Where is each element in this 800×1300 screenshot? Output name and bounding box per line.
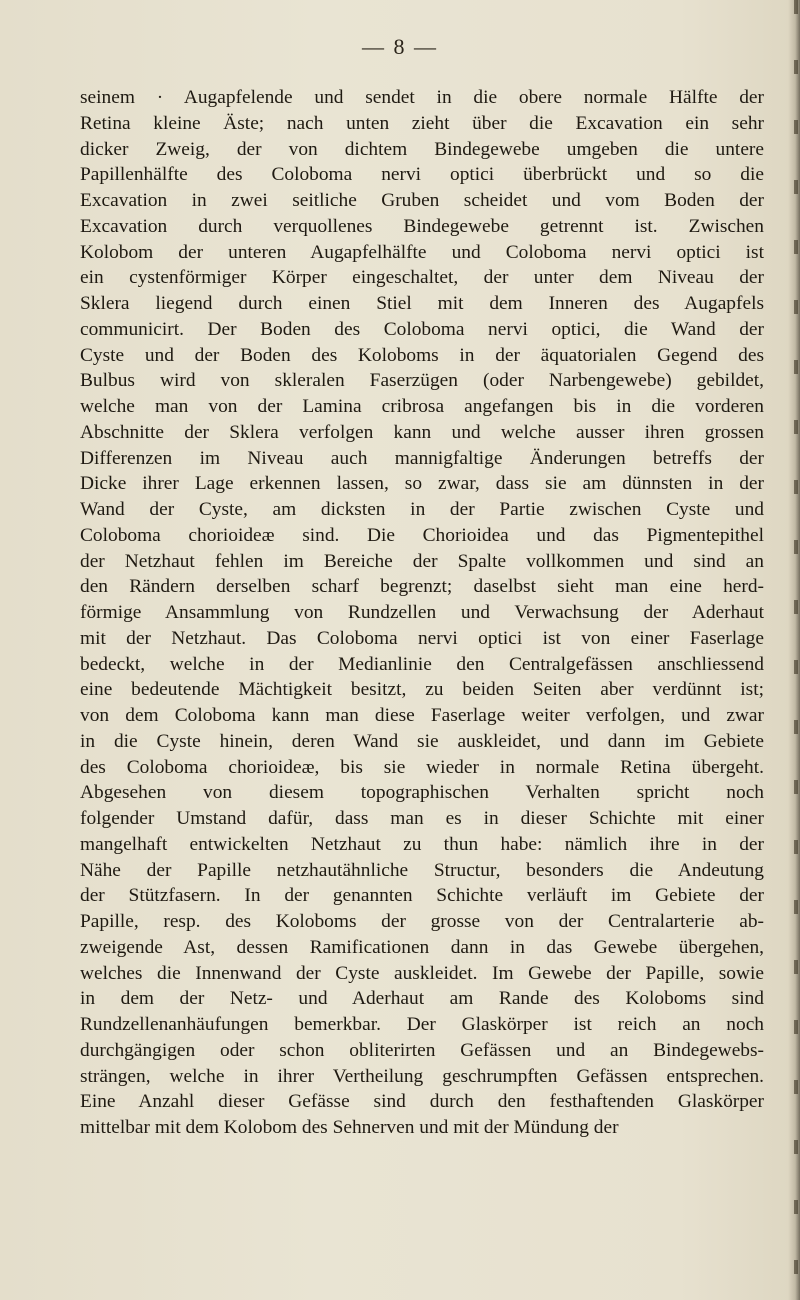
body-text <box>80 85 764 1141</box>
text-line: eine bedeutende Mächtigkeit besitzt, zu beiden Seiten aber verdünnt ist; <box>80 679 764 701</box>
text-line: Sklera liegend durch einen Stiel mit dem Inneren des Augapfels <box>80 293 764 314</box>
text-line: Dicke ihrer Lage erkennen lassen, so zwar, dass sie am dünnsten in der <box>80 473 764 495</box>
text-line: Kolobom der unteren Augapfelhälfte und Coloboma nervi optici ist <box>80 241 764 263</box>
text-line: strängen, welche in ihrer Vertheilung geschrumpften Gefässen entsprechen. <box>80 1065 764 1087</box>
text-line: communicirt. Der Boden des Coloboma nervi optici, die Wand der <box>80 318 764 340</box>
text-line: Papillenhälfte des Coloboma nervi optici überbrückt und so die <box>80 164 764 186</box>
text-line: welches die Innenwand der Cyste auskleidet. Im Gewebe der Papille, sowie <box>80 962 764 984</box>
text-line: durchgängigen oder schon obliterirten Gefässen und an Bindegewebs- <box>80 1039 764 1061</box>
text-line: dicker Zweig, der von dichtem Bindegewebe umgeben die untere <box>80 138 764 160</box>
page-edge-marks <box>794 0 798 1300</box>
text-line: folgender Umstand dafür, dass man es in dieser Schichte mit einer <box>80 808 764 829</box>
text-line: mittelbar mit dem Kolobom des Sehnerven und mit der Mündung der <box>80 1117 619 1138</box>
text-line: von dem Coloboma kann man diese Faserlage weiter verfolgen, und zwar <box>80 705 764 726</box>
text-line: in dem der Netz- und Aderhaut am Rande des Koloboms sind <box>80 988 764 1010</box>
text-line: Wand der Cyste, am dicksten in der Partie zwischen Cyste und <box>80 499 764 520</box>
text-line: Retina kleine Äste; nach unten zieht über die Excavation ein sehr <box>80 112 764 134</box>
text-line: Nähe der Papille netzhautähnliche Structur, besonders die Andeutung <box>80 859 764 881</box>
text-line: Eine Anzahl dieser Gefässe sind durch den festhaftenden Glaskörper <box>80 1091 764 1113</box>
text-line: bedeckt, welche in der Medianlinie den Centralgefässen anschliessend <box>80 653 764 675</box>
text-line: ein cystenförmiger Körper eingeschaltet, der unter dem Niveau der <box>80 267 764 289</box>
text-line: Cyste und der Boden des Koloboms in der äquatorialen Gegend des <box>80 344 764 366</box>
text-line: Abgesehen von diesem topographischen Verhalten spricht noch <box>80 782 764 804</box>
page-number: — 8 — <box>362 34 438 59</box>
text-line: Coloboma chorioideæ sind. Die Chorioidea und das Pigmentepithel <box>80 524 764 546</box>
text-line: mangelhaft entwickelten Netzhaut zu thun habe: nämlich ihre in der <box>80 833 764 855</box>
text-line: Excavation in zwei seitliche Gruben scheidet und vom Boden der <box>80 190 764 211</box>
text-line: Bulbus wird von skleralen Faserzügen (oder Narbengewebe) gebildet, <box>80 370 764 392</box>
text-line: der Stützfasern. In der genannten Schichte verläuft im Gebiete der <box>80 885 764 907</box>
text-line: Excavation durch verquollenes Bindegewebe getrennt ist. Zwischen <box>80 215 764 237</box>
text-line: des Coloboma chorioideæ, bis sie wieder in normale Retina übergeht. <box>80 756 764 778</box>
text-line: Differenzen im Niveau auch mannigfaltige Änderungen betreffs der <box>80 447 764 469</box>
text-line: Papille, resp. des Koloboms der grosse von der Centralarterie ab- <box>80 911 764 932</box>
text-line: Rundzellenanhäufungen bemerkbar. Der Glaskörper ist reich an noch <box>80 1014 764 1035</box>
text-line: den Rändern derselben scharf begrenzt; daselbst sieht man eine herd- <box>80 576 764 598</box>
text-line: mit der Netzhaut. Das Coloboma nervi optici ist von einer Faserlage <box>80 627 764 649</box>
text-line: seinem · Augapfelende und sendet in die obere normale Hälfte der <box>80 87 764 108</box>
text-line: welche man von der Lamina cribrosa angefangen bis in die vorderen <box>80 396 764 417</box>
text-line: zweigende Ast, dessen Ramificationen dann in das Gewebe übergehen, <box>80 936 764 958</box>
text-line: förmige Ansammlung von Rundzellen und Verwachsung der Aderhaut <box>80 602 764 623</box>
text-line: Abschnitte der Sklera verfolgen kann und welche ausser ihren grossen <box>80 421 764 443</box>
text-line: der Netzhaut fehlen im Bereiche der Spalte vollkommen und sind an <box>80 550 764 572</box>
text-line: in die Cyste hinein, deren Wand sie auskleidet, und dann im Gebiete <box>80 730 764 752</box>
